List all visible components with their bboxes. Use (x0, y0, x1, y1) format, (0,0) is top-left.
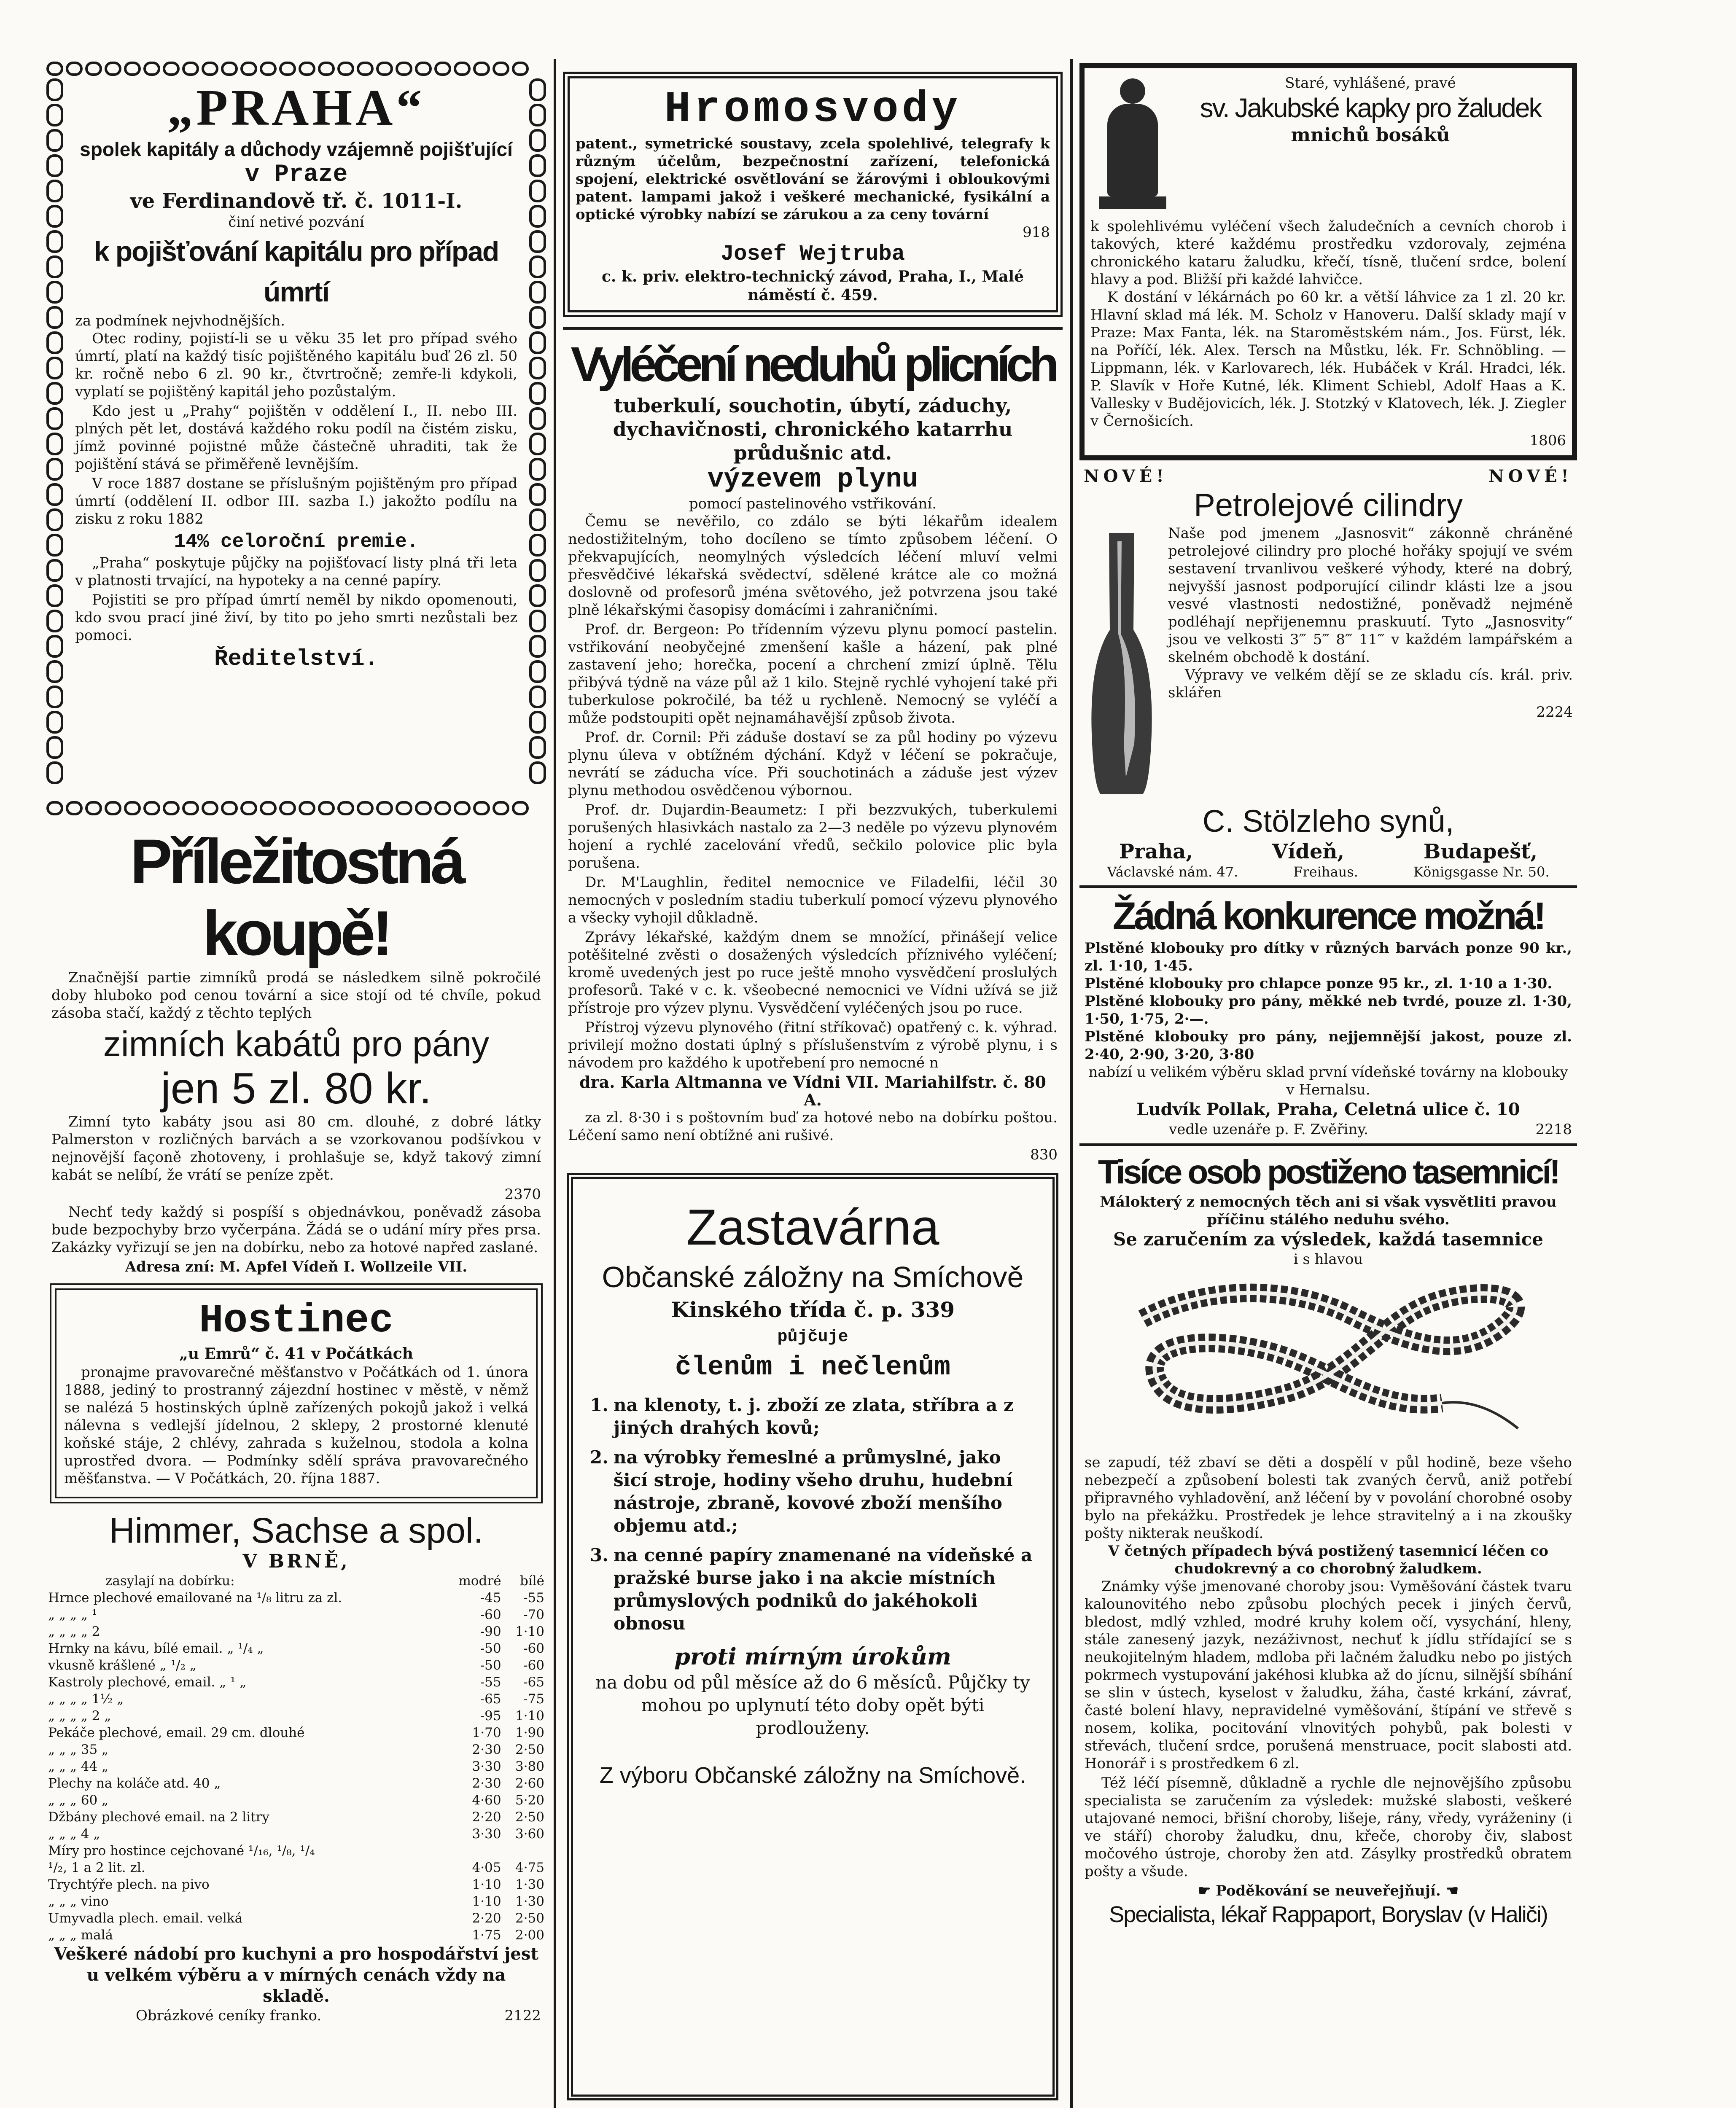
tasemnice-p5: V četných případech bývá postižený tasemnicí léčen co chudokrevný a co chorobný žaludkem. (1108, 1543, 1549, 1577)
price-white: 2·50 (515, 1911, 544, 1926)
pointing-hand-icon: ☚ (1440, 1882, 1459, 1899)
hromosvody-addr: c. k. priv. elektro-technický závod, Praha, I., Malé náměstí č. 459. (601, 268, 1024, 304)
praha-p1: Otec rodiny, pojistí-li se u věku 35 let pro případ svého úmrtí, platí na každý tisíc pojištěného kapitálu buď 26 zl. 50 kr. ročně nebo 6 zl. 90 kr., čtvrtročně; zemře-li kdykoli, vyplatí se pojištěný kapitál jeho pozůstalým. (75, 330, 517, 400)
plicni-p7: Přístroj výzevu plynového (řitní stříkovač) opatřený c. k. výhrad. privilejí možno dostati úplný s příslušenstvím z výrobě plynu, i s návodem pro každého k upotřebení pro nemocné n (568, 1019, 1058, 1071)
kapky-title: sv. Jakubské kapky pro žaludek (1200, 93, 1541, 123)
price-white (503, 1842, 546, 1859)
himmer-price-table (46, 1573, 546, 1944)
plicni-p6: Zprávy lékařské, každým dnem se množící, přinášejí velice potěšitelné zvěsti o dosažených výsledcích příznivého vyléčení; kromě uvedených jest po ruce ještě mnoho vysvědčení proslulých profesorů. Také v c. k. všeobecné nemocnici ve Vídni užívá se již přístroje pro výzev plynu. Vysvědčení vyléčených jsou po ruce. (568, 929, 1058, 1016)
praha-line2: za podmínek nejvhodnějších. (75, 312, 285, 329)
price-white: -65 (523, 1675, 544, 1690)
tasemnice-p4: se zapudí, též zbaví se děti a dospělí v půl hodině, beze všeho nebezpečí a způsobení bolesti tak zvaných červů, aniž potřebí připravného vyhladovění, anž léčení by v povolání chorobné osoby bylo na překážku. Prostředek je lehce stravitelný a i na zkoušky pošty nikterak neuškodí. (1085, 1454, 1572, 1542)
table-row (46, 1691, 546, 1707)
table-row (46, 1809, 546, 1826)
konkurence-code: 2218 (1535, 1121, 1572, 1138)
plicni-p2: Prof. dr. Bergeon: Po třídenním výzevu plynu pomocí pastelin. vstřikování neobyčejné zmenšení kašle a házení, pak plné zastavení jeho; horečka, pocení a chrchení zmizí úplně. Tělu přibývá týdně na váze půl až 1 kilo. Stejně rychlé vyhojení také při tuberkulose pokročilé, ba též u rychleně. Nemocný se vyléčí a může podstoupiti opět nejnamáhavější způsob života. (568, 621, 1058, 726)
chain-border-left (46, 78, 63, 795)
price-blue (442, 1842, 503, 1859)
ad-hostinec (55, 1288, 538, 1498)
item-name: ¹/₂, 1 a 2 lit. zl. (48, 1860, 145, 1875)
item-name: Hrnky na kávu, bílé email. „ ¹/₄ „ (48, 1641, 264, 1656)
price-blue: -45 (480, 1590, 501, 1605)
tapeworm-image (1079, 1268, 1577, 1454)
item-name: „ „ „ „ 2 „ (48, 1708, 111, 1724)
price-blue: -55 (480, 1675, 501, 1690)
praha-city: v Praze (245, 161, 348, 188)
koupe-p3: Nechť tedy každý si pospíší s objednávkou, poněvadž zásoba bude bezpochyby brzo vyčerpána. Žádá se o udání míry přes prsa. Zakázky vyřizují se jen na dobírku, nebo za hotové napřed zaslané. (51, 1204, 541, 1256)
item-name: vkusně krášlené „ ¹/₂ „ (48, 1658, 196, 1673)
plicni-sub: tuberkulí, souchotin, úbytí, záduchy, dychavičnosti, chronického katarrhu průdušnic atd. (613, 394, 1013, 464)
plicni-p4: Prof. dr. Dujardin-Beaumetz: I při bezzvukých, tuberkulemi porušených hlasivkách nastalo za 2—3 neděle po výzevu plynovém hojení a rychlé zacelování vředů, sečkilo polovice plic byla porušena. (568, 801, 1058, 871)
column-3 (1079, 59, 1577, 2108)
praha-headline: k pojišťování kapitálu pro případ úmrtí (94, 236, 499, 307)
price-blue: 1·75 (472, 1928, 501, 1943)
price-blue: 2·20 (472, 1911, 501, 1926)
col-header-white: bílé (519, 1573, 544, 1589)
konkurence-p1: Plstěné klobouky pro dítky v různých barvách ponze 90 kr., zl. 1·10, 1·45. (1085, 940, 1572, 974)
column-2 (563, 59, 1063, 2108)
table-row (46, 1775, 546, 1792)
item-name: Pekáče plechové, email. 29 cm. dlouhé (48, 1725, 305, 1740)
hromosvody-code: 918 (1023, 224, 1050, 241)
column-1 (46, 59, 546, 2108)
item-name: „ „ „ malá (48, 1928, 113, 1943)
cilindry-firm: C. Stölzleho synů, (1202, 804, 1454, 839)
item-name: „ „ „ 4 „ (48, 1826, 100, 1842)
konkurence-firm: Ludvík Pollak, Praha, Celetná ulice č. 10 (1136, 1100, 1520, 1119)
table-row (46, 1758, 546, 1775)
street-label: Václavské nám. 47. (1107, 864, 1238, 880)
price-white: 4·75 (515, 1860, 544, 1875)
praha-p4: „Praha“ poskytuje půjčky na pojišťovací listy plná tři leta v platnosti trvající, na hypoteky a na cenné papíry. (75, 554, 517, 589)
price-blue: 1·70 (472, 1725, 501, 1740)
cilindry-title: Petrolejové cilindry (1194, 487, 1463, 523)
hostinec-sub: „u Emrů“ č. 41 v Počátkách (179, 1345, 413, 1363)
price-blue: 2·30 (472, 1776, 501, 1791)
ad-zastavarna (567, 1173, 1058, 2100)
item-name: Hrnce plechové emailované na ¹/₈ litru za zl. (48, 1590, 342, 1605)
kapky-pre: Staré, vyhlášené, pravé (1285, 75, 1456, 91)
price-blue: 3·30 (472, 1826, 501, 1842)
price-white: 2·50 (515, 1810, 544, 1825)
price-white: -60 (523, 1658, 544, 1673)
item-name: Trychtýře plech. na pivo (48, 1877, 210, 1892)
price-white: -55 (523, 1590, 544, 1605)
price-blue: -90 (480, 1624, 501, 1639)
praha-address: ve Ferdinandově tř. č. 1011-I. (130, 189, 463, 213)
price-white: -70 (523, 1607, 544, 1622)
plicni-p8: dra. Karla Altmanna ve Vídni VII. Mariahilfstr. č. 80 A. (579, 1073, 1046, 1109)
list-item: 2. na výrobky řemeslné a průmyslné, jako šicí stroje, hodiny všeho druhu, hudební nástroje, zbraně, kovové zboží menšího objemu atd.; (590, 1447, 1013, 1536)
table-row (46, 1741, 546, 1758)
zastavarna-list (590, 1394, 1036, 1635)
chain-border-bottom (46, 799, 546, 818)
table-row (46, 1859, 546, 1876)
price-white: 3·80 (515, 1759, 544, 1774)
tasemnice-p6: Známky výše jmenované choroby jsou: Vyměšování částek tvaru kalounovitého nebo způsobu plochých pecek i jiných červů, bledost, mdlý vzhled, modré kruhy kolem očí, vysychání, hleny, stále zanesený jazyk, nezáživnost, nechuť k jídlu střídající se s neukojitelným hladem, mdloba při lačném žaludku nebo po jistých pokrmech vystupování jakéhosi klubka až do jícnu, silnější sbíhání se slin v ústech, kyselost v žaludku, žáha, časté krkání, závrať, časté bolení hlavy, nepravidelné vyměšování, štípání ve střevě s nosem, kolika, pocitování vlnovitých pohybů, pak bolesti v střevách, tlučení srdce, porušená menstruace, pocit slabosti atd. Honorář i s prostředkem 6 zl. (1085, 1578, 1572, 1772)
pointing-hand-icon: ☛ (1198, 1882, 1216, 1899)
koupe-p2: Zimní tyto kabáty jsou asi 80 cm. dlouhé, z dobré látky Palmerston v rozličných barvách a se vzorkovanou podšívkou v nejnovější façoně zhotoveny, i prohlašuje se, když takový zimní kabát se nelíbí, že vrátí se peníze zpět. (51, 1113, 541, 1183)
price-white: 1·30 (515, 1894, 544, 1909)
item-name: „ „ „ „ 2 (48, 1624, 100, 1639)
plicni-method: výzevem plynu (707, 465, 918, 495)
tasemnice-p1: Málokterý z nemocných těch ani si však vysvětliti pravou příčinu stálého neduhu svého. (1100, 1194, 1557, 1228)
item-name: Džbány plechové email. na 2 litry (48, 1810, 269, 1825)
price-blue: 2·20 (472, 1810, 501, 1825)
konkurence-firm2: vedle uzenáře p. F. Zvěřiny. (1169, 1121, 1368, 1138)
koupe-p1: Značnější partie zimníků prodá se následkem silně pokročilé doby hluboko pod cenou tovární a sice stojí od té chvíle, pokud zásoba stačí, každý z těchto teplých (51, 969, 541, 1022)
tasemnice-p2: Se zaručením za výsledek, každá tasemnice (1113, 1229, 1544, 1250)
price-blue: -50 (480, 1658, 501, 1673)
price-blue: -95 (480, 1708, 501, 1724)
konkurence-title: Žádná konkurence možná! (1112, 895, 1544, 938)
price-white: 1·10 (515, 1624, 544, 1639)
zastavarna-title: Zastavárna (686, 1199, 939, 1256)
tasemnice-p7: Též léčí písemně, důkladně a rychle dle nejnovějšího způsobu specialista se zaručením za výsledek: mužské slabosti, veškeré utajované nemoci, břišní choroby, lišeje, rány, vředy, vyráženiny (i ve stáří) choroby žaludku, dnu, křeče, choroby čiv, slabost močového ústroje, choroby žen atd. Zásylky prostředků obratem pošty a všude. (1085, 1775, 1572, 1880)
ad-konkurence (1079, 893, 1577, 1138)
lamp-cylinder-image (1079, 524, 1164, 803)
zastavarna-sub: Občanské záložny na Smíchově (602, 1261, 1024, 1293)
price-blue: -65 (480, 1691, 501, 1707)
price-white: 2·50 (515, 1742, 544, 1757)
table-row (46, 1910, 546, 1927)
table-row (46, 1623, 546, 1640)
zastavarna-p: na dobu od půl měsíce až do 6 měsíců. Půjčky ty mohou po uplynutí této doby opět býti prodlouženy. (595, 1672, 1030, 1738)
table-row (46, 1826, 546, 1842)
tasemnice-title: Tisíce osob postiženo tasemnicí! (1098, 1153, 1559, 1191)
kapky-code: 1806 (1529, 432, 1566, 449)
price-white: 1·90 (515, 1725, 544, 1740)
chain-border-right (529, 78, 546, 795)
price-white: 1·10 (515, 1708, 544, 1724)
city-label: Praha, (1119, 840, 1193, 863)
item-name: Míry pro hostince cejchované ¹/₁₆, ¹/₈, ¹/₄ (48, 1843, 315, 1858)
table-row (46, 1893, 546, 1910)
price-blue: 3·30 (472, 1759, 501, 1774)
divider (1079, 885, 1577, 888)
cilindry-p1: Naše pod jmenem „Jasnosvit“ zákonně chráněné petrolejové cilindry pro ploché hořáky spojují ve svém sestavení trvanlivou veškeré výhody, které na dobrý, nejvyšší jasnost podporující cilindr klásti lze a jsou vesvé vlastnosti nedostižné, poněvadž nejméně podléhají nepřijenemnu praskuutí. Tyto „Jasnosvity“ jsou ve velkosti 3‴ 5‴ 8‴ 11‴ v každém lampářském a skelném obchodě k dostání. (1168, 525, 1573, 666)
cilindry-code: 2224 (1536, 704, 1573, 721)
price-blue: 1·10 (472, 1877, 501, 1892)
himmer-intro: zasylají na dobírku: (105, 1573, 235, 1589)
price-blue: -50 (480, 1641, 501, 1656)
plicni-p9: za zl. 8·30 i s poštovním buď za hotové nebo na dobírku poštou. Léčení samo není obtížné ani rušivé. (568, 1109, 1058, 1144)
table-row (46, 1724, 546, 1741)
nove-label-right: NOVÉ! (1488, 466, 1573, 486)
praha-sign: Ředitelství. (214, 646, 378, 672)
ad-plicni (563, 335, 1063, 1164)
plicni-code: 830 (1030, 1146, 1058, 1163)
konkurence-p4: Plstěné klobouky pro pány, nejjemnější jakost, pouze zl. 2·40, 2·90, 3·20, 3·80 (1085, 1028, 1572, 1063)
ad-cilindry (1079, 466, 1577, 880)
plicni-title: Vyléčení neduhů plicních (571, 337, 1055, 392)
himmer-title: Himmer, Sachse a spol. (109, 1511, 483, 1550)
table-row (46, 1707, 546, 1724)
price-white: -75 (523, 1691, 544, 1707)
newspaper-page (46, 59, 1577, 2108)
table-row (46, 1927, 546, 1944)
street-label: Freihaus. (1293, 864, 1358, 880)
nove-label-left: NOVÉ! (1084, 466, 1168, 486)
item-name: Umyvadla plech. email. velká (48, 1911, 243, 1926)
kapky-p1: k spolehlivému vyléčení všech žaludečních a cevních chorob i takových, které každému prostředku vzdorovaly, zejména chronického kataru žaludku, křečí, tísně, tlučení srdce, bolení hlavy a pod. Bližší při každé lahvičce. (1090, 218, 1566, 288)
chain-border-top (46, 59, 546, 78)
himmer-footer2: Obrázkové ceníky franko. (136, 2007, 322, 2024)
price-white: 5·20 (515, 1793, 544, 1808)
praha-p2: Kdo jest u „Prahy“ pojištěn v oddělení I., II. nebo III. plných pět let, dostává každého roku podíl na čistém zisku, jímž povinné pojistné může částečně uhraditi, tak že pojištění stává se přiměřeně levnějším. (75, 403, 517, 473)
street-label: Königsgasse Nr. 50. (1413, 864, 1550, 880)
konkurence-p3: Plstěné klobouky pro pány, měkké neb tvrdé, pouze zl. 1·30, 1·50, 1·75, 2·—. (1085, 993, 1572, 1027)
col-header-blue: modré (458, 1573, 501, 1589)
price-white: -60 (523, 1641, 544, 1656)
hostinec-title: Hostinec (199, 1298, 393, 1344)
plicni-p1: Čemu se nevěřilo, co zdálo se býti lékařům idealem nedostižitelným, toho docíleno se tímto způsobem léčení. O překvapujících, neomylných výsledcích léčení mluví velmi přesvědčivé lékařská svědectví, sdělené krátce ale co možná doslovně od profesorů jména světového, jež potvrzena jsou také plně lékařskými časopisy domácími i zahraničními. (568, 513, 1058, 618)
column-rule (1070, 59, 1073, 2108)
ad-praha (46, 59, 546, 818)
price-white: 2·60 (515, 1776, 544, 1791)
praha-line1: činí netivé pozvání (228, 214, 364, 231)
table-row (46, 1640, 546, 1657)
himmer-code: 2122 (504, 2007, 541, 2024)
kapky-title2: mnichů bosáků (1291, 124, 1450, 146)
praha-subtitle: spolek kapitály a důchody vzájemně pojišťující (80, 138, 513, 160)
monk-figure-image (1090, 74, 1175, 218)
tasemnice-thanks: ☛ Poděkování se neuveřejňují. ☚ (1198, 1882, 1459, 1899)
item-name: „ „ „ „ ¹ (48, 1607, 97, 1622)
ad-tasemnice (1079, 1151, 1577, 1929)
plicni-p5: Dr. M'Laughlin, ředitel nemocnice ve Filadelfii, léčil 30 nemocných v posledním stadiu tuberkulí pomocí výzevu plynového a všecky vyhojil důkladně. (568, 874, 1058, 926)
ad-himmer (46, 1510, 546, 2025)
city-label: Vídeň, (1272, 840, 1345, 863)
plicni-method2: pomocí pastelinového vstřikování. (689, 495, 937, 512)
table-row (46, 1657, 546, 1674)
item-name: „ „ „ „ 1½ „ (48, 1691, 124, 1707)
table-row (46, 1842, 546, 1859)
koupe-address: Adresa zní: M. Apfel Vídeň I. Wollzeile VII. (125, 1258, 468, 1275)
price-blue: 4·05 (472, 1860, 501, 1875)
himmer-footer: Veškeré nádobí pro kuchyni a pro hospodářství jest u velkém výběru a v mírných cenách vždy na skladě. (54, 1944, 538, 2006)
table-row (46, 1792, 546, 1809)
praha-premium: 14% celoroční premie. (174, 531, 419, 553)
table-header (46, 1573, 546, 1589)
zastavarna-footer: Z výboru Občanské záložny na Smíchově. (599, 1763, 1026, 1788)
kapky-p2: K dostání v lékárnách po 60 kr. a větší láhvice za 1 zl. 20 kr. Hlavní sklad má lék. M. Scholz v Hanoveru. Další sklady mají v Praze: Max Fanta, lék. na Staroměstském nám., Jos. Fürst, lék. na Poříčí, lék. Alex. Tersch na Můstku, lék. Fr. Schnöbling. — Lippmann, lék. v Karlovarech, lék. Hubáček v Král. Hradci, lék. P. Slavík v Hoře Kutné, lék. Kliment Schiebl, Adolf Haas a K. Vallesky v Budějovicích, lék. J. Stotzký v Klatovech, lék. J. Ziegler v Černošicích. (1090, 289, 1566, 430)
divider (1079, 1143, 1577, 1146)
item-name: Plechy na koláče atd. 40 „ (48, 1776, 221, 1791)
list-item: 1. na klenoty, t. j. zboží ze zlata, stříbra a z jiných drahých kovů; (590, 1395, 1014, 1438)
ad-hromosvody (563, 72, 1063, 317)
zastavarna-members: členům i nečlenům (675, 1352, 950, 1383)
column-rule (554, 59, 556, 2108)
zastavarna-rate: proti mírným úrokům (674, 1643, 951, 1670)
koupe-title: Příležitostná koupě! (130, 826, 463, 968)
ad-koupe (46, 825, 546, 1276)
hromosvody-name: Josef Wejtruba (721, 242, 905, 266)
konkurence-p2: Plstěné klobouky pro chlapce ponze 95 kr., zl. 1·10 a 1·30. (1085, 975, 1553, 992)
tasemnice-footer: Specialista, lékař Rappaport, Boryslav (v Haliči) (1109, 1902, 1548, 1927)
himmer-city: V BRNĚ, (242, 1551, 350, 1572)
konkurence-p5: nabízí u velikém výběru sklad první vídeňské továrny na klobouky v Hernalsu. (1088, 1064, 1568, 1098)
table-row (46, 1876, 546, 1893)
tasemnice-p3: i s hlavou (1293, 1251, 1363, 1268)
ad-kapky (1079, 63, 1577, 460)
price-blue: 2·30 (472, 1742, 501, 1757)
table-row (46, 1674, 546, 1691)
praha-title: „PRAHA“ (167, 79, 425, 136)
zastavarna-addr: Kinského třída č. p. 339 (670, 1297, 955, 1322)
price-white: 1·30 (515, 1877, 544, 1892)
zastavarna-lends: půjčuje (777, 1328, 848, 1347)
price-blue: -60 (480, 1607, 501, 1622)
item-name: „ „ „ vino (48, 1894, 109, 1909)
table-row (46, 1589, 546, 1606)
koupe-big1: zimních kabátů pro pány (103, 1024, 490, 1064)
price-white: 2·00 (515, 1928, 544, 1943)
list-item: 3. na cenné papíry znamenané na vídeňské a pražské burse jako i na akcie místních průmyslových podniků do jakéhokoli obnosu (590, 1545, 1033, 1634)
plicni-p3: Prof. dr. Cornil: Při záduše dostaví se za půl hodiny po výzevu plynu úleva v obtížném dýchání. Když v léčení se pokračuje, nevrátí se záducha více. Při souchotinách a záduše jest výzev plynu methodou osvědčenou výbornou. (568, 729, 1058, 799)
city-label: Budapešť, (1423, 840, 1538, 863)
divider (563, 327, 1063, 330)
price-white: 3·60 (515, 1826, 544, 1842)
item-name: „ „ „ 60 „ (48, 1793, 109, 1808)
item-name: Kastroly plechové, email. „ ¹ „ (48, 1675, 247, 1690)
praha-p5: Pojistiti se pro případ úmrtí neměl by nikdo opomenouti, kdo svou prací jiné živí, by tito po jeho smrti nezůstali bez pomoci. (75, 592, 517, 644)
praha-p3: V roce 1887 dostane se příslušným pojištěným pro případ úmrtí (oddělení II. odbor III. sazba I.) jakožto podílu na zisku z roku 1882 (75, 475, 517, 527)
item-name: „ „ „ 44 „ (48, 1759, 109, 1774)
item-name: „ „ „ 35 „ (48, 1742, 109, 1757)
hostinec-text: pronajme pravovarečné měšťanstvo v Počátkách od 1. února 1888, jediný to prostranný zájezdní hostinec v městě, v němž se nalézá 5 hostinských úplně zařízených pokojů jakož i velká nálevna s vedlejší jídelnou, 2 sklepy, 2 prostorné klenuté koňské stáje, 2 chlévy, zahrada s kuželnou, stodola a kolna uprostřed dvora. — Podmínky sdělí správa pravovarečného měšťanstva. — V Počátkách, 20. října 1887. (64, 1364, 528, 1487)
cilindry-p2: Výpravy ve velkém dějí se ze skladu cís. král. priv. sklářen (1168, 667, 1573, 701)
hromosvody-text: patent., symetrické soustavy, zcela spolehlivé, telegrafy k různým účelům, bezpečnostní zařízení, telefonická spojení, elektrické osvětlování se žárovými i obloukovými patent. lampami jakož i veškeré mechanické, fysikální a optické výrobky nabízí se zárukou a za ceny tovární (576, 135, 1050, 223)
table-row (46, 1606, 546, 1623)
koupe-big2: jen 5 zl. 80 kr. (161, 1064, 432, 1113)
price-blue: 4·60 (472, 1793, 501, 1808)
price-blue: 1·10 (472, 1894, 501, 1909)
hromosvody-title: Hromosvody (664, 85, 961, 134)
koupe-code: 2370 (504, 1186, 541, 1203)
